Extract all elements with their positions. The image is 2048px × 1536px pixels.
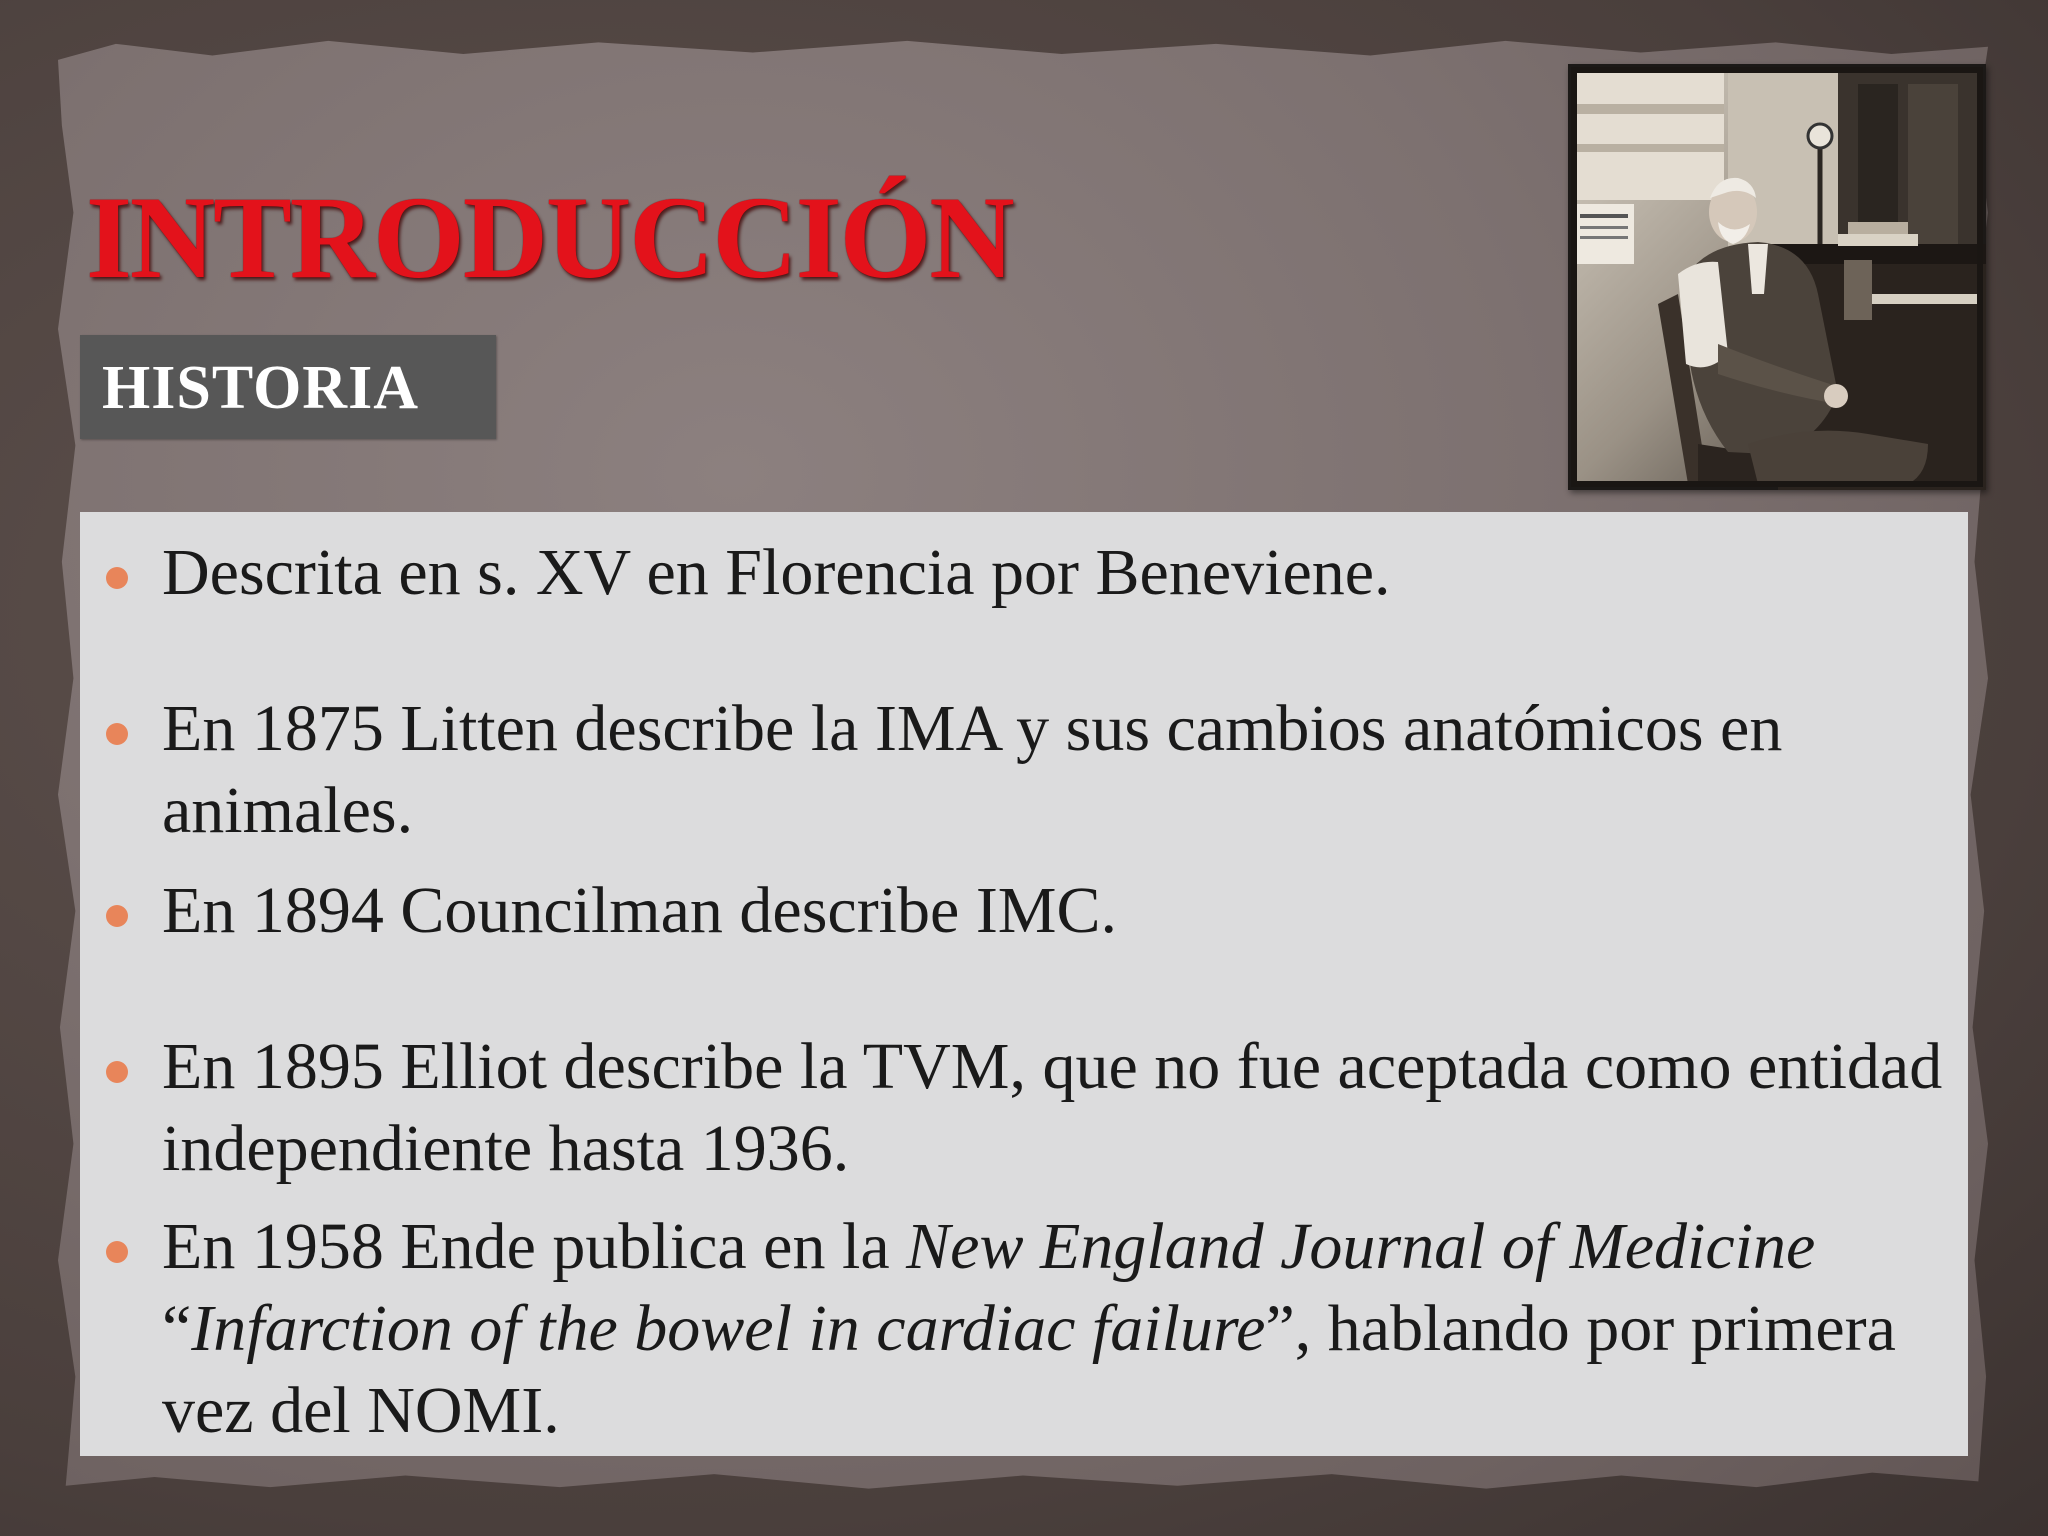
subtitle-box — [80, 335, 496, 439]
historical-photo — [1568, 64, 1986, 490]
bullet-dot-icon — [106, 567, 128, 589]
article-title: Infarction of the bowel in cardiac failure — [191, 1292, 1266, 1365]
bullet-dot-icon — [106, 723, 128, 745]
bullet-text — [162, 1206, 1952, 1452]
bullet-text: En 1894 Councilman describe IMC. — [162, 874, 1118, 947]
content-box — [80, 512, 1968, 1456]
quote-open: “ — [162, 1292, 192, 1365]
slide-title: INTRODUCCIÓN — [86, 172, 1013, 303]
bullet-text-lead: En 1958 Ende publica en la — [162, 1210, 907, 1283]
bullet-dot-icon — [106, 1241, 128, 1263]
slide-subtitle: HISTORIA — [102, 354, 419, 422]
bullet-text: En 1875 Litten describe la IMA y sus cambios anatómicos en animales. — [162, 692, 1783, 847]
bullet-text-tail: ”, hablando por primera vez del NOMI. — [162, 1292, 1896, 1447]
journal-name: New England Journal of Medicine — [906, 1210, 1816, 1283]
bullet-dot-icon — [106, 905, 128, 927]
bullet-text: En 1895 Elliot describe la TVM, que no fue aceptada como entidad independiente hasta 1936. — [162, 1030, 1943, 1185]
bullet-text: Descrita en s. XV en Florencia por Beneviene. — [162, 536, 1391, 609]
photo-man-at-desk-icon — [1568, 64, 1986, 490]
bullet-dot-icon — [106, 1061, 128, 1083]
